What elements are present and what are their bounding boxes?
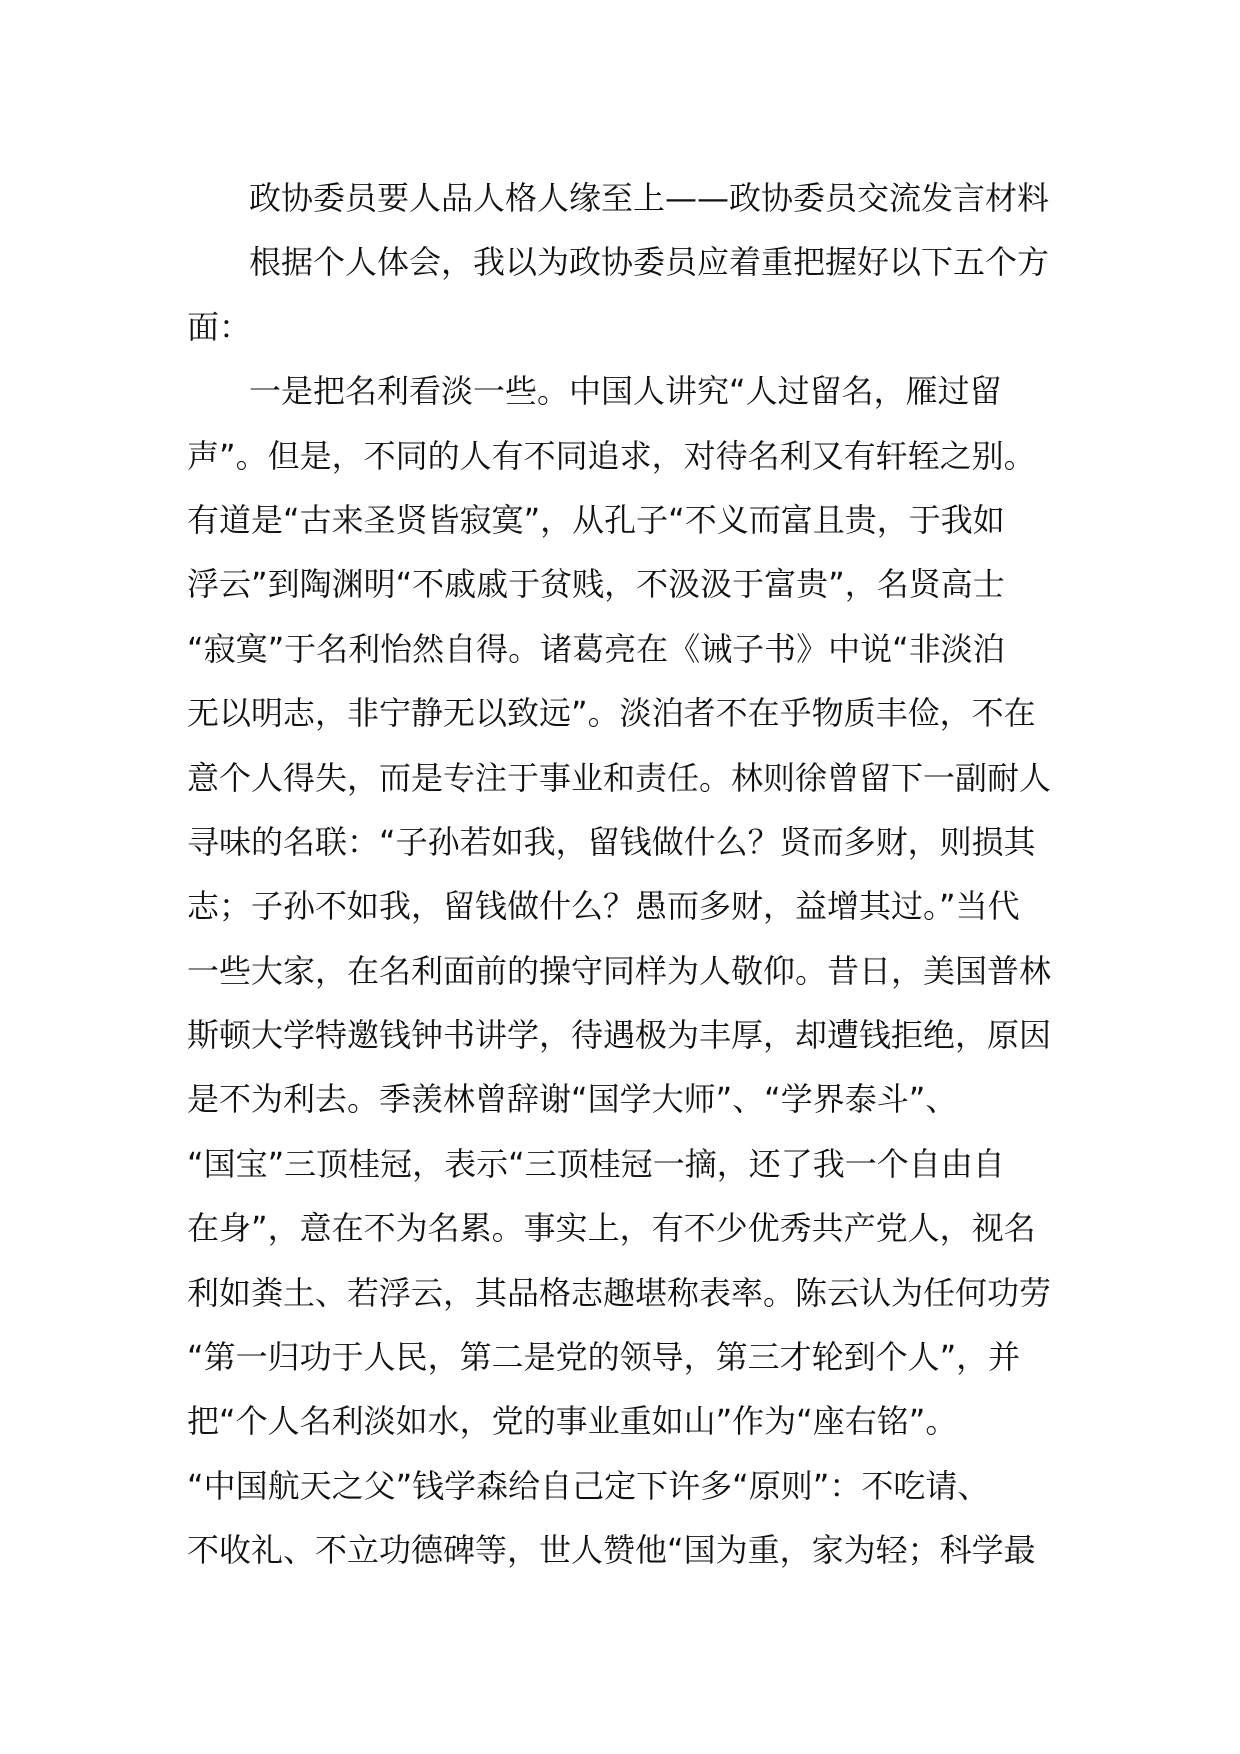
paragraph-line: 声”。但是，不同的人有不同追求，对待名利又有轩轾之别。 bbox=[187, 436, 1036, 475]
paragraph-line: 面： bbox=[187, 307, 252, 346]
paragraph-line: 不收礼、不立功德碑等，世人赞他“国为重，家为轻；科学最 bbox=[187, 1531, 1036, 1570]
paragraph-line: 有道是“古来圣贤皆寂寞”，从孔子“不义而富且贵，于我如 bbox=[187, 500, 1005, 539]
paragraph-line: 无以明志，非宁静无以致远”。淡泊者不在乎物质丰俭，不在 bbox=[187, 694, 1036, 733]
paragraph-line: 斯顿大学特邀钱钟书讲学，待遇极为丰厚，却遭钱拒绝，原因 bbox=[187, 1016, 1052, 1055]
paragraph-line: 把“个人名利淡如水，党的事业重如山”作为“座右铭”。 bbox=[187, 1402, 958, 1441]
paragraph-line: 是不为利去。季羡林曾辞谢“国学大师”、“学界泰斗”、 bbox=[187, 1080, 958, 1119]
paragraph-line: 根据个人体会，我以为政协委员应着重把握好以下五个方 bbox=[249, 243, 1050, 282]
paragraph-line: 寻味的名联：“子孙若如我，留钱做什么？贤而多财，则损其 bbox=[187, 822, 1036, 861]
paragraph-line: 浮云”到陶渊明“不戚戚于贫贱，不汲汲于富贵”，名贤高士 bbox=[187, 565, 1005, 604]
document-body bbox=[187, 166, 1053, 1583]
paragraph-line: “国宝”三顶桂冠，表示“三顶桂冠一摘，还了我一个自由自 bbox=[187, 1144, 1005, 1183]
paragraph-line: 志；子孙不如我，留钱做什么？愚而多财，益增其过。”当代 bbox=[187, 887, 1020, 926]
paragraph-line: 利如粪土、若浮云，其品格志趣堪称表率。陈云认为任何功劳 bbox=[187, 1273, 1052, 1312]
paragraph-line: “第一归功于人民，第二是党的领导，第三才轮到个人”，并 bbox=[187, 1338, 1021, 1377]
paragraph-line: 意个人得失，而是专注于事业和责任。林则徐曾留下一副耐人 bbox=[187, 758, 1052, 797]
paragraph-line: 一是把名利看淡一些。中国人讲究“人过留名，雁过留 bbox=[249, 372, 1002, 411]
paragraph-line: 一些大家，在名利面前的操守同样为人敬仰。昔日，美国普林 bbox=[187, 951, 1052, 990]
paragraph-line: “寂寞”于名利怡然自得。诸葛亮在《诫子书》中说“非淡泊 bbox=[187, 629, 1005, 668]
document-title: 政协委员要人品人格人缘至上——政协委员交流发言材料 bbox=[249, 179, 1050, 217]
paragraph-line: “中国航天之父”钱学森给自己定下许多“原则”：不吃请、 bbox=[187, 1466, 990, 1505]
paragraph-line: 在身”，意在不为名累。事实上，有不少优秀共产党人，视名 bbox=[187, 1209, 1036, 1248]
